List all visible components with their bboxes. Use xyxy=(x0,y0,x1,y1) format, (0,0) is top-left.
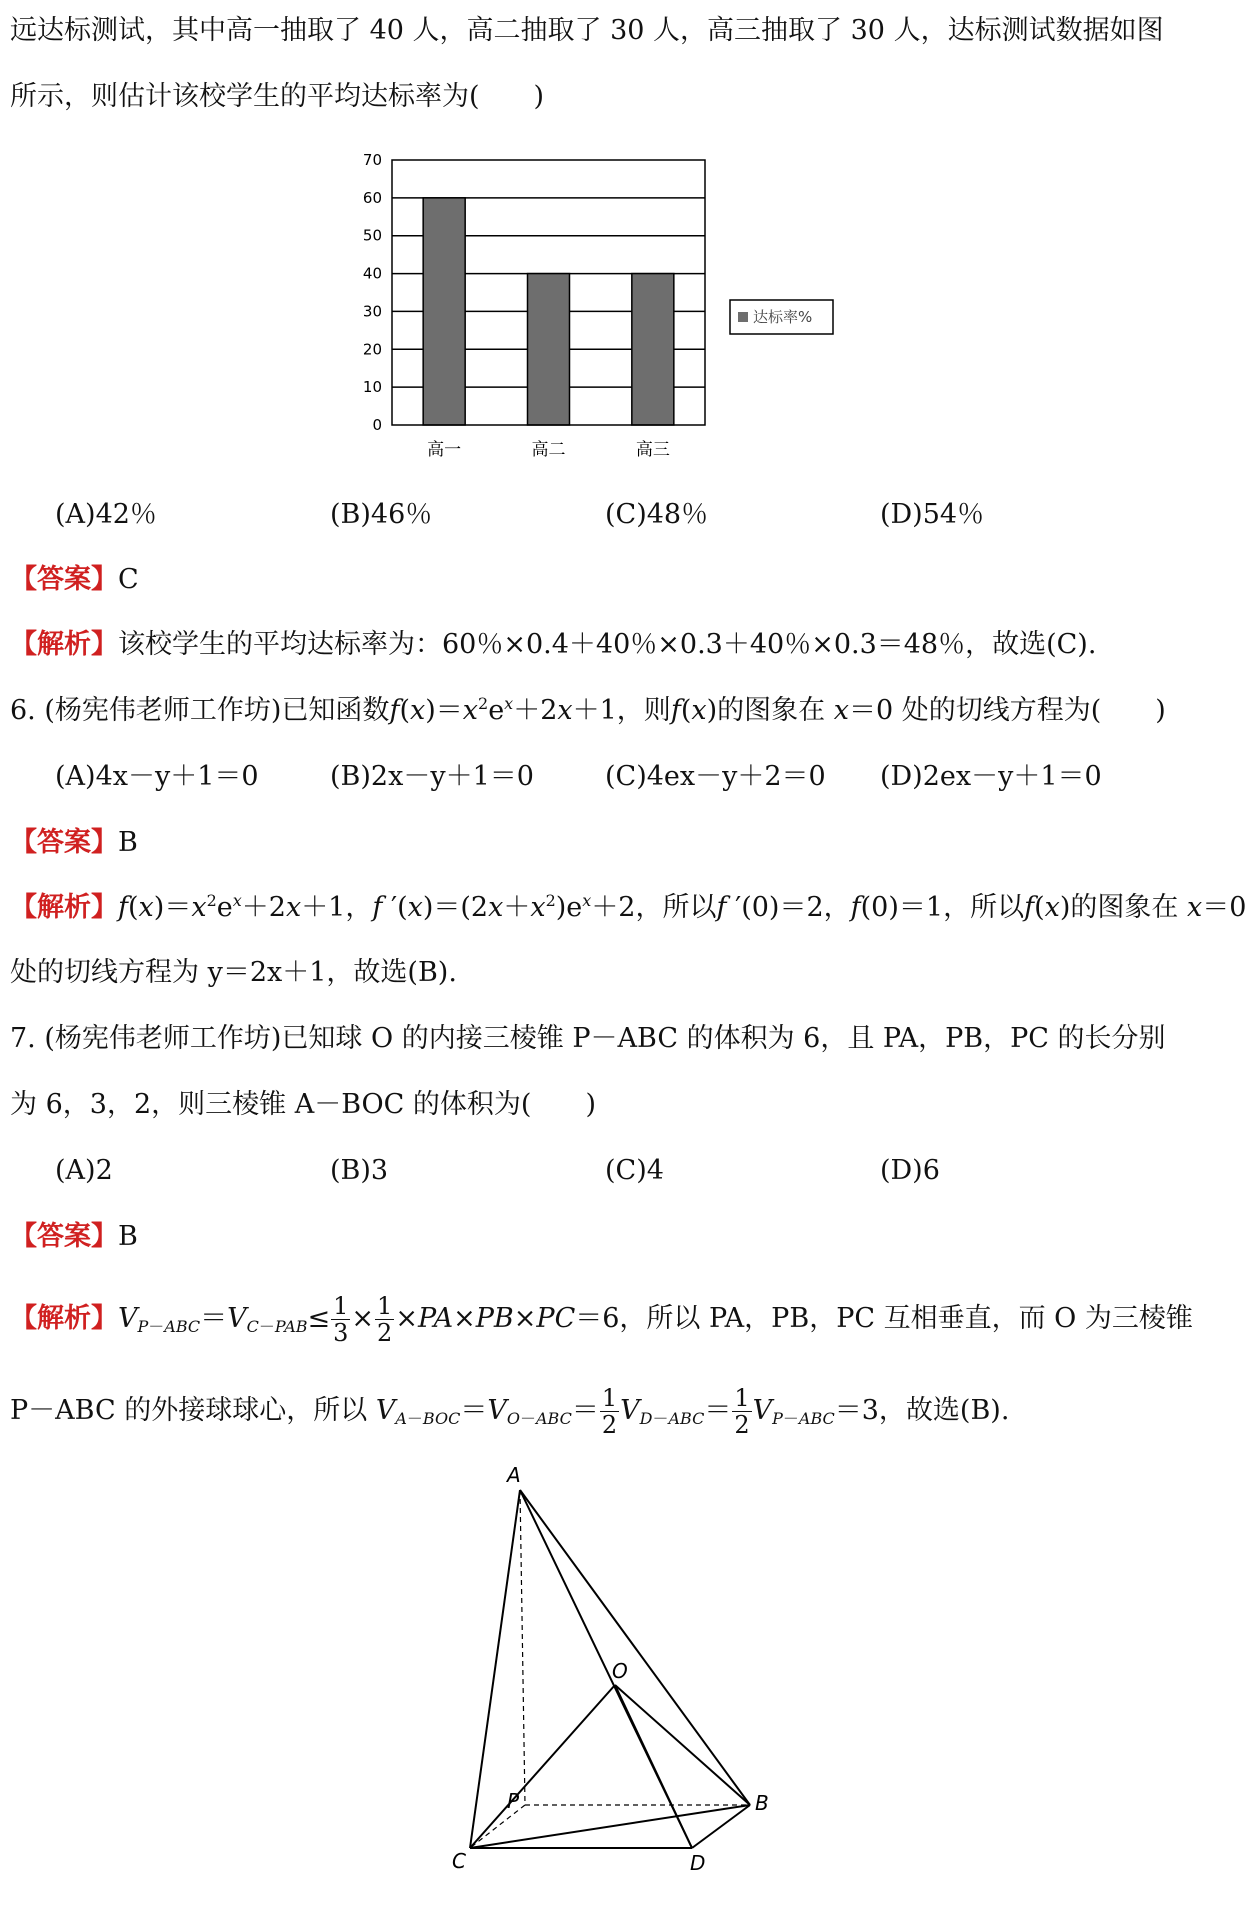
chart-legend xyxy=(730,300,833,334)
q6-option-d: (D)2ex－y＋1＝0 xyxy=(880,761,1102,792)
q6-option-a: (A)4x－y＋1＝0 xyxy=(55,761,259,792)
chart-bars xyxy=(423,198,674,425)
y-tick-label: 20 xyxy=(362,340,382,359)
vertex-label-D: D xyxy=(690,1851,706,1875)
q6-option-c: (C)4ex－y＋2＝0 xyxy=(605,761,826,792)
q5-option-a: (A)42％ xyxy=(55,499,157,530)
vertex-label-C: C xyxy=(452,1849,466,1873)
q7-option-c: (C)4 xyxy=(605,1155,664,1186)
y-tick-label: 70 xyxy=(362,151,382,169)
answer-value: B xyxy=(118,1221,138,1252)
q6-options xyxy=(0,760,1200,794)
y-tick-label: 0 xyxy=(372,416,382,434)
x-tick-label: 高三 xyxy=(635,440,670,460)
q5-option-d: (D)54％ xyxy=(880,499,985,530)
q5-analysis xyxy=(10,628,1096,662)
vertex-label-B: B xyxy=(755,1791,769,1815)
analysis-text: 该校学生的平均达标率为：60％×0.4＋40％×0.3＋40％×0.3＝48％，故选(C). xyxy=(118,629,1097,660)
edge-D-B xyxy=(692,1805,750,1848)
y-tick-label: 10 xyxy=(362,378,382,397)
x-tick-label: 高二 xyxy=(531,440,566,460)
q5-answer xyxy=(10,563,139,597)
edge-A-B xyxy=(520,1490,750,1805)
intro-line-2: 所示，则估计该校学生的平均达标率为( ) xyxy=(10,81,545,112)
q7-options xyxy=(0,1154,1200,1188)
chart-yticks xyxy=(363,151,382,434)
q7-option-d: (D)6 xyxy=(880,1155,940,1186)
y-tick-label: 30 xyxy=(362,302,382,321)
answer-tag: 【答案】 xyxy=(10,1221,118,1252)
answer-value: B xyxy=(118,827,138,858)
q7-stem-line-1: 7. (杨宪伟老师工作坊)已知球 O 的内接三棱锥 P－ABC 的体积为 6，且 PA，PB，PC 的长分别 xyxy=(10,1023,1166,1054)
bar xyxy=(528,274,570,425)
chart-xticks xyxy=(427,440,670,460)
y-tick-label: 40 xyxy=(362,264,382,283)
q6-analysis-line-2: 处的切线方程为 y＝2x＋1，故选(B). xyxy=(10,957,457,988)
edge-O-B xyxy=(615,1685,750,1805)
analysis-tag: 【解析】 xyxy=(10,1303,118,1334)
legend-swatch xyxy=(738,312,748,322)
bar xyxy=(423,198,465,425)
x-tick-label: 高一 xyxy=(427,440,462,460)
q5-options xyxy=(0,498,1200,532)
answer-tag: 【答案】 xyxy=(10,564,118,595)
edge-C-O xyxy=(470,1685,615,1848)
bar-chart xyxy=(340,150,860,480)
intro-line-1: 远达标测试，其中高一抽取了 40 人，高二抽取了 30 人，高三抽取了 30 人，达标测试数据如图 xyxy=(10,15,1164,46)
q6-analysis-line-1: 【解析】$f(x)=x^2e^x+2x+1$，f $'(x)=(2x+x^2)e^x+2$，所以f ′(0)＝2，f(0)＝1，所以f(x)的图象在 x＝0 xyxy=(10,891,1246,923)
pyramid-figure xyxy=(440,1460,780,1880)
q6-stem: 6. (杨宪伟老师工作坊)已知函数$f(x)=x^2e^x+2x+1$，则f(x)的图象在 x＝0 处的切线方程为( ) xyxy=(10,694,1166,726)
answer-tag: 【答案】 xyxy=(10,827,118,858)
legend-label: 达标率% xyxy=(753,308,813,326)
vertex-label-P: P xyxy=(507,1789,520,1813)
bar xyxy=(632,274,674,425)
analysis-tag: 【解析】 xyxy=(10,629,118,660)
hidden-edge-A-P xyxy=(520,1490,525,1805)
y-tick-label: 50 xyxy=(362,226,382,245)
q6-option-b: (B)2x－y＋1＝0 xyxy=(330,761,534,792)
q7-option-b: (B)3 xyxy=(330,1155,389,1186)
q7-answer xyxy=(10,1220,138,1254)
y-tick-label: 60 xyxy=(362,188,382,207)
q7-option-a: (A)2 xyxy=(55,1155,113,1186)
vertex-label-A: A xyxy=(507,1463,521,1487)
analysis-tag: 【解析】 xyxy=(10,892,118,923)
q7-analysis-line-1: 【解析】$V_{P-ABC}=V_{C-PAB}\le$ $\frac{1}{3}$ × $\frac{1}{2}$ ×PA×PB×PC＝6，所以 PA，PB，PC 互相垂直，而 O 为三棱锥 xyxy=(10,1292,1193,1347)
vertex-label-O: O xyxy=(612,1659,628,1683)
q7-stem-line-2: 为 6，3，2，则三棱锥 A－BOC 的体积为( ) xyxy=(10,1089,596,1120)
q7-analysis-line-2: P－ABC 的外接球球心，所以 $V_{A-BOC}=V_{O-ABC}=$ $\frac{1}{2}$ $V_{D-ABC}=$ $\frac{1}{2}$ $V_{P-ABC}=3$，故选(B). xyxy=(10,1384,1010,1439)
q5-option-b: (B)46％ xyxy=(330,499,433,530)
q5-option-c: (C)48％ xyxy=(605,499,709,530)
answer-value: C xyxy=(118,564,139,595)
q6-answer xyxy=(10,826,138,860)
